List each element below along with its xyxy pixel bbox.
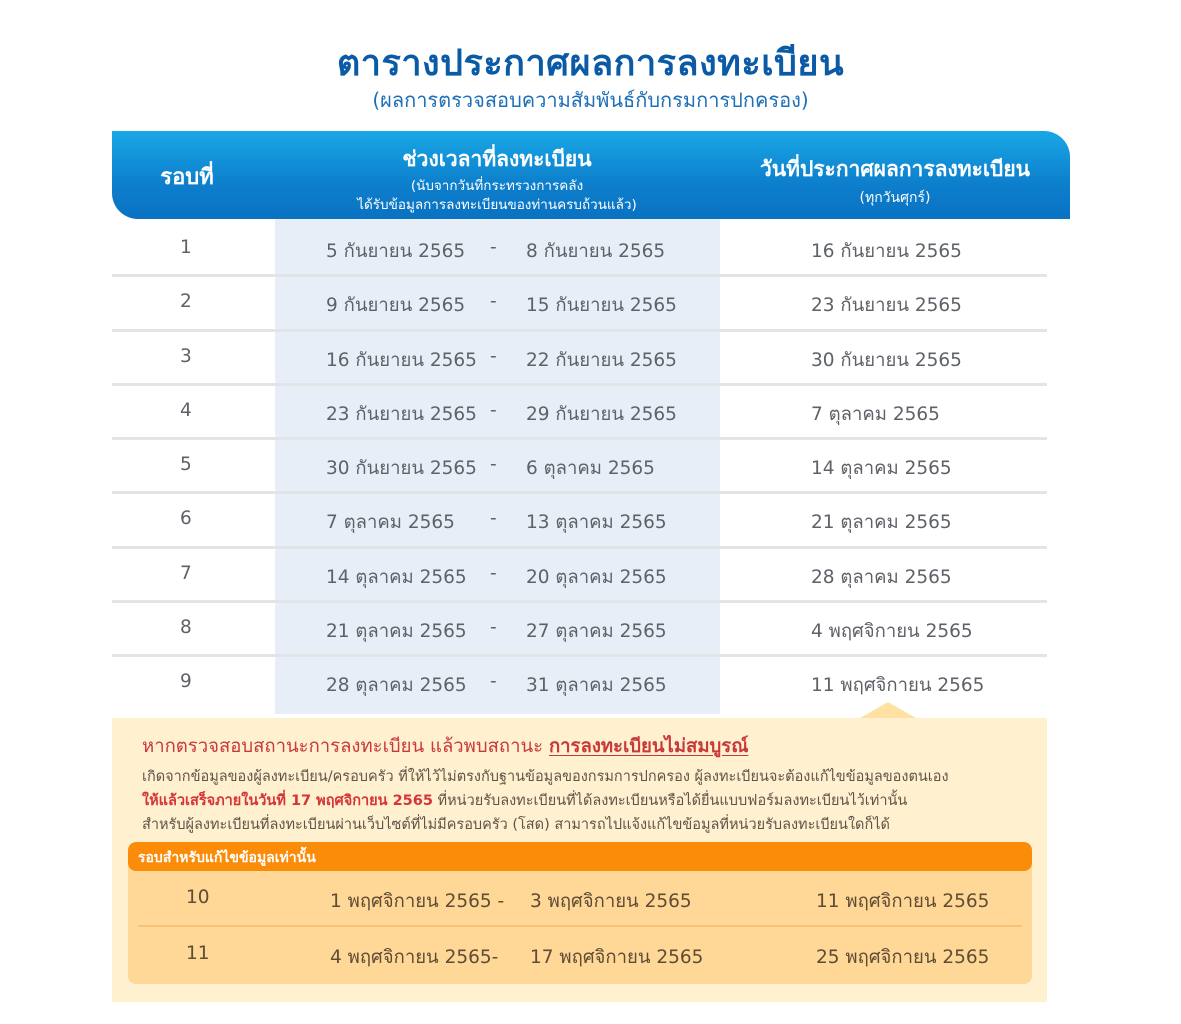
end-date-cell: 22 กันยายน 2565 <box>526 349 677 371</box>
end-date-cell: 17 พฤศจิกายน 2565 <box>530 947 704 968</box>
end-date-cell: 27 ตุลาคม 2565 <box>526 621 667 643</box>
end-date-cell: 29 กันยายน 2565 <box>526 403 677 425</box>
notice-line-2-rest: ที่หน่วยรับลงทะเบียนที่ได้ลงทะเบียนหรือได้ยื่นแบบฟอร์มลงทะเบียนไว้เท่านั้น <box>432 793 908 809</box>
table-row <box>112 223 1047 277</box>
table-row <box>112 277 1047 331</box>
start-date-cell: 9 กันยายน 2565 <box>326 295 466 317</box>
round-cell: 10 <box>186 887 210 908</box>
notice-title-prefix: หากตรวจสอบสถานะการลงทะเบียน แล้วพบสถานะ <box>142 736 549 757</box>
range-dash: - <box>490 399 497 421</box>
announce-date-cell: 21 ตุลาคม 2565 <box>811 512 952 534</box>
column-header-round: รอบที่ <box>160 165 214 190</box>
table-header <box>112 131 1070 219</box>
end-date-cell: 15 กันยายน 2565 <box>526 295 677 317</box>
period-header-note-2: ได้รับข้อมูลการลงทะเบียนของท่านครบถ้วนแล้ว) <box>357 197 637 213</box>
announce-header-note: (ทุกวันศุกร์) <box>859 190 931 206</box>
start-date-cell: 28 ตุลาคม 2565 <box>326 675 467 697</box>
range-dash: - <box>490 508 497 530</box>
range-dash: - <box>490 617 497 639</box>
announce-date-cell: 30 กันยายน 2565 <box>811 349 962 371</box>
start-date-cell: 5 กันยายน 2565 <box>326 241 466 262</box>
start-date-cell: 14 ตุลาคม 2565 <box>326 566 467 588</box>
notice-pointer-arrow <box>860 702 916 718</box>
announce-date-cell: 28 ตุลาคม 2565 <box>811 566 952 588</box>
fix-rounds-table <box>128 842 1032 984</box>
period-header-note-1: (นับจากวันที่กระทรวงการคลัง <box>410 178 584 194</box>
announce-date-cell: 25 พฤศจิกายน 2565 <box>816 947 990 968</box>
table-row <box>112 386 1047 440</box>
announce-date-cell: 4 พฤศจิกายน 2565 <box>811 621 973 643</box>
end-date-cell: 20 ตุลาคม 2565 <box>526 566 667 588</box>
end-date-cell: 13 ตุลาคม 2565 <box>526 512 667 534</box>
announce-date-cell: 11 พฤศจิกายน 2565 <box>816 891 990 912</box>
start-date-cell: 4 พฤศจิกายน 2565- <box>330 947 499 968</box>
start-date-cell: 7 ตุลาคม 2565 <box>326 512 455 534</box>
announce-header-label: วันที่ประกาศผลการลงทะเบียน <box>759 157 1031 181</box>
start-date-cell: 23 กันยายน 2565 <box>326 403 477 425</box>
round-cell: 8 <box>180 617 192 639</box>
start-date-cell: 21 ตุลาคม 2565 <box>326 621 467 643</box>
table-row <box>112 603 1047 657</box>
table-row <box>112 549 1047 603</box>
fix-rounds-header: รอบสำหรับแก้ไขข้อมูลเท่านั้น <box>128 842 1032 871</box>
round-cell: 6 <box>180 508 192 530</box>
notice-status-label: การลงทะเบียนไม่สมบูรณ์ <box>548 736 749 757</box>
start-date-cell: 30 กันยายน 2565 <box>326 458 477 480</box>
round-cell: 3 <box>180 345 192 367</box>
round-cell: 2 <box>180 291 192 313</box>
page-subtitle: (ผลการตรวจสอบความสัมพันธ์กับกรมการปกครอง) <box>372 88 809 112</box>
round-cell: 4 <box>180 399 192 421</box>
announce-date-cell: 16 กันยายน 2565 <box>811 241 962 262</box>
range-dash: - <box>490 562 497 584</box>
deadline-highlight: ให้แล้วเสร็จภายในวันที่ 17 พฤศจิกายน 2565 <box>142 793 433 809</box>
notice-title <box>142 732 748 761</box>
announce-date-cell: 7 ตุลาคม 2565 <box>811 403 940 425</box>
table-row <box>112 440 1047 494</box>
round-cell: 1 <box>180 237 192 258</box>
announce-date-cell: 11 พฤศจิกายน 2565 <box>811 675 985 697</box>
range-dash: - <box>490 454 497 476</box>
announce-date-cell: 14 ตุลาคม 2565 <box>811 458 952 480</box>
end-date-cell: 31 ตุลาคม 2565 <box>526 675 667 697</box>
notice-line-2 <box>142 789 949 813</box>
period-header-label: ช่วงเวลาที่ลงทะเบียน <box>402 147 592 171</box>
table-row <box>112 332 1047 386</box>
notice-line-3: สำหรับผู้ลงทะเบียนที่ลงทะเบียนผ่านเว็บไซต์ที่ไม่มีครอบครัว (โสด) สามารถไปแจ้งแก้ไขข้อมูลที่หน่วยรับลงทะเบียนใดก็ได้ <box>142 817 890 833</box>
fix-table-row <box>138 925 1022 979</box>
end-date-cell: 8 กันยายน 2565 <box>526 241 666 262</box>
schedule-table-body <box>112 223 1047 712</box>
notice-body <box>142 765 949 837</box>
round-cell: 9 <box>180 671 192 693</box>
end-date-cell: 6 ตุลาคม 2565 <box>526 458 655 480</box>
fix-table-row <box>128 871 1032 925</box>
start-date-cell: 16 กันยายน 2565 <box>326 349 477 371</box>
range-dash: - <box>490 237 497 258</box>
column-header-announce <box>720 153 1070 209</box>
range-dash: - <box>490 291 497 313</box>
announce-date-cell: 23 กันยายน 2565 <box>811 295 962 317</box>
page-title: ตารางประกาศผลการลงทะเบียน <box>336 43 845 84</box>
end-date-cell: 3 พฤศจิกายน 2565 <box>530 891 692 912</box>
column-header-period <box>272 143 722 214</box>
table-row <box>112 494 1047 548</box>
start-date-cell: 1 พฤศจิกายน 2565 - <box>330 891 505 912</box>
round-cell: 5 <box>180 454 192 476</box>
notice-line-1: เกิดจากข้อมูลของผู้ลงทะเบียน/ครอบครัว ที่ให้ไว้ไม่ตรงกับฐานข้อมูลของกรมการปกครอง ผู้ลงทะเบียนจะต้องแก้ไขข้อมูลของตนเอง <box>142 769 949 785</box>
round-cell: 11 <box>186 943 210 964</box>
range-dash: - <box>490 671 497 693</box>
range-dash: - <box>490 345 497 367</box>
round-cell: 7 <box>180 562 192 584</box>
